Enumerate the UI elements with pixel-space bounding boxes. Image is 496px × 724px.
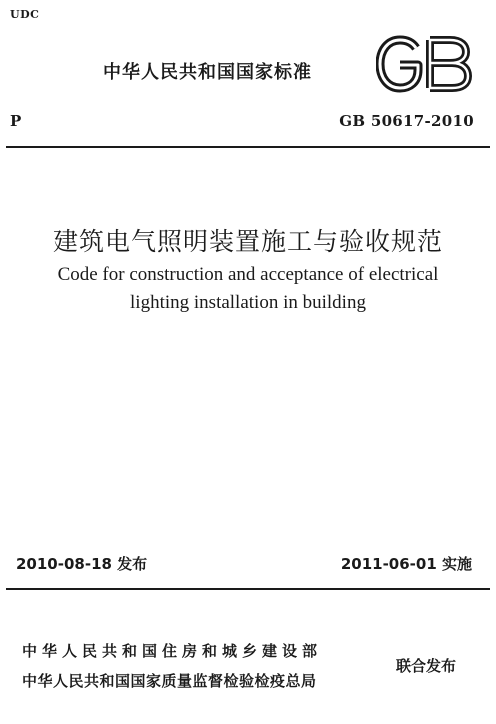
bottom-divider <box>6 588 490 590</box>
implement-date: 2011-06-01 实施 <box>340 555 472 573</box>
title-english-line1: Code for construction and acceptance of electrical <box>57 264 439 285</box>
udc-label: UDC <box>10 8 40 21</box>
gb-logo <box>376 34 472 94</box>
issuing-dept-2: 中华人民共和国国家质量监督检验检疫总局 <box>22 672 317 690</box>
joint-issue-label: 联合发布 <box>396 657 457 675</box>
top-divider <box>6 146 490 148</box>
title-english-line2: lighting installation in building <box>130 292 366 313</box>
standard-code: GB 50617-2010 <box>339 112 474 130</box>
issuing-dept-1: 中华人民共和国住房和城乡建设部 <box>22 642 323 660</box>
category-code: P <box>10 112 22 130</box>
issue-date: 2010-08-18 发布 <box>16 555 148 573</box>
title-chinese: 建筑电气照明装置施工与验收规范 <box>52 227 443 256</box>
standard-type: 中华人民共和国国家标准 <box>103 62 312 83</box>
